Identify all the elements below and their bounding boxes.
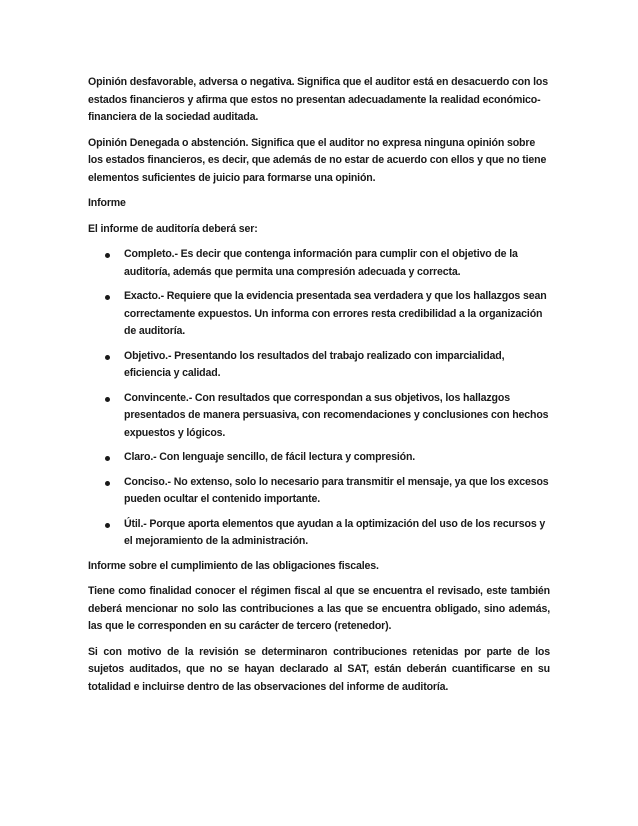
list-item: [88, 390, 550, 443]
list-item-text: Objetivo.- Presentando los resultados del trabajo realizado con imparcialidad, eficiencia y calidad.: [124, 349, 505, 379]
paragraph-finalidad: Tiene como finalidad conocer el régimen fiscal al que se encuentra el revisado, este también deberá mencionar no solo las contribuciones a las que se encuentra obligado, sino además, las que le corresponden en su carácter de tercero (retenedor).: [88, 585, 550, 632]
bullet-icon: [105, 397, 110, 402]
paragraph-contribuciones-retenidas: Si con motivo de la revisión se determinaron contribuciones retenidas por parte de los sujetos auditados, que no se hayan declarado al SAT, están deberán cuantificarse en su totalidad e incluirse dentro de las observaciones del informe de auditoría.: [88, 645, 550, 693]
list-item: [88, 474, 550, 509]
list-item-text: Completo.- Es decir que contenga información para cumplir con el objetivo de la auditoría, además que permita una compresión adecuada y correcta.: [124, 248, 518, 278]
bullet-icon: [105, 253, 110, 258]
paragraph-opinion-desfavorable: Opinión desfavorable, adversa o negativa. Significa que el auditor está en desacuerdo con los estados financieros y afirma que estos no presentan adecuadamente la realidad económico-financiera de la sociedad auditada.: [88, 76, 548, 123]
list-item: [88, 449, 550, 467]
list-item-text: Útil.- Porque aporta elementos que ayudan a la optimización del uso de los recursos y el mejoramiento de la administración.: [124, 517, 546, 547]
list-item-text: Exacto.- Requiere que la evidencia presentada sea verdadera y que los hallazgos sean correctamente expuestos. Un informa con errores resta credibilidad a la organización de auditoría.: [124, 290, 547, 337]
list-item-text: Convincente.- Con resultados que correspondan a sus objetivos, los hallazgos presentados de manera persuasiva, con recomendaciones y conclusiones con hechos expuestos y lógicos.: [124, 391, 549, 439]
bullet-icon: [105, 523, 110, 528]
bullet-icon: [105, 456, 110, 461]
bullet-list: [88, 246, 550, 551]
list-item: [88, 246, 550, 281]
paragraph-informe-intro: El informe de auditoría deberá ser:: [88, 222, 258, 235]
bullet-icon: [105, 481, 110, 486]
list-item: [88, 516, 550, 551]
heading-obligaciones-fiscales: Informe sobre el cumplimiento de las obligaciones fiscales.: [88, 559, 379, 572]
bullet-icon: [105, 295, 110, 300]
paragraph-opinion-denegada: Opinión Denegada o abstención. Significa que el auditor no expresa ninguna opinión sobre los estados financieros, es decir, que además de no estar de acuerdo con ellos y que no tiene elementos suficientes de juicio para formarse una opinión.: [88, 136, 547, 184]
list-item-text: Claro.- Con lenguaje sencillo, de fácil lectura y compresión.: [124, 451, 416, 463]
document-page: [88, 74, 550, 704]
list-item: [88, 288, 550, 341]
list-item-text: Conciso.- No extenso, solo lo necesario para transmitir el mensaje, ya que los excesos pueden ocultar el contenido importante.: [124, 475, 549, 505]
list-item: [88, 348, 550, 383]
bullet-icon: [105, 355, 110, 360]
heading-informe: Informe: [88, 197, 126, 209]
